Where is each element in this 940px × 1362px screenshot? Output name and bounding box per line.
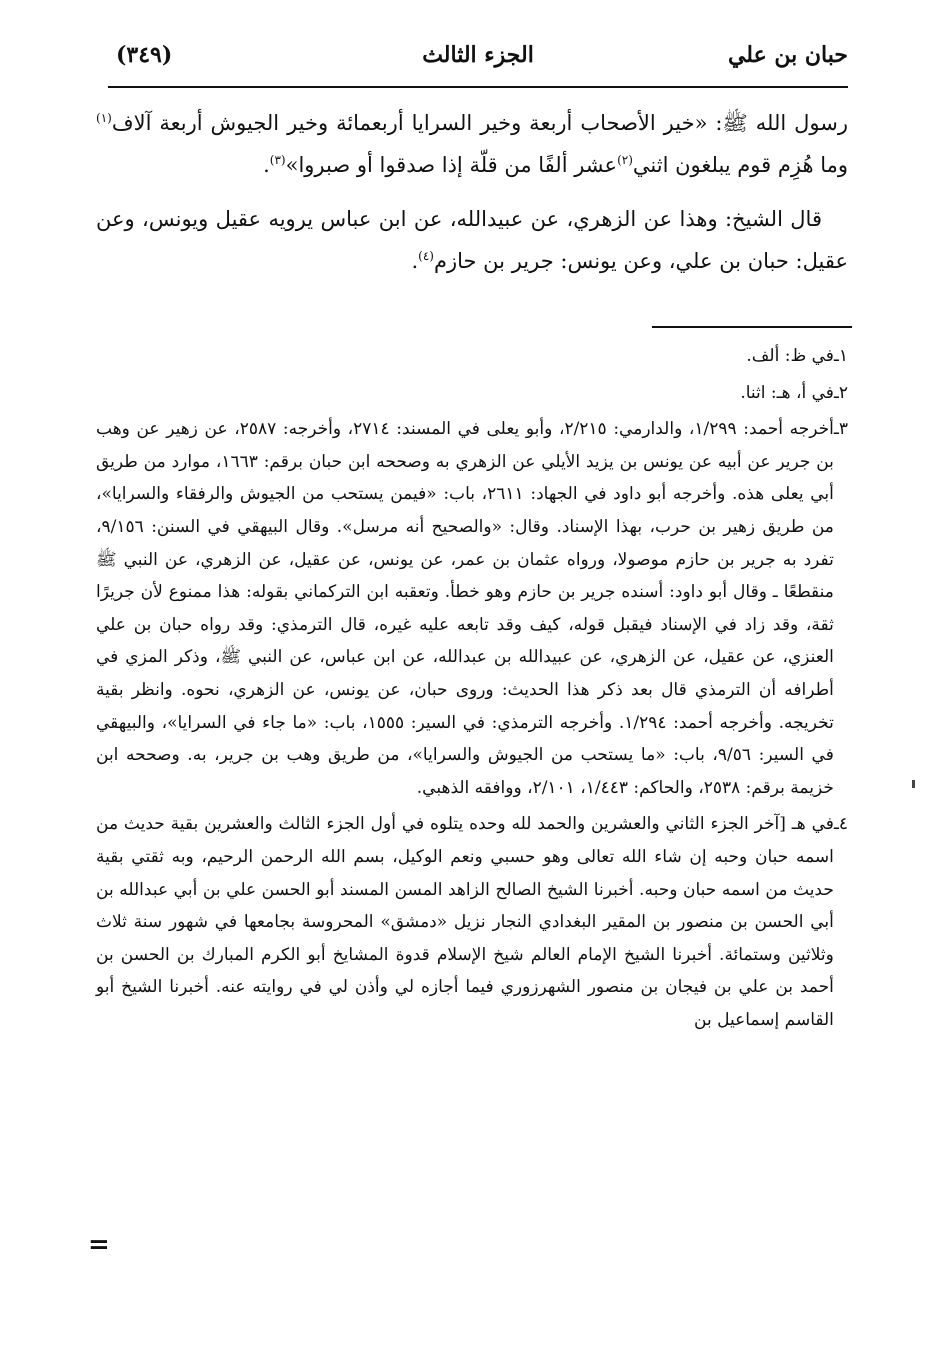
running-title: حبان بن علي xyxy=(727,42,848,68)
footnotes xyxy=(96,340,848,1040)
paragraph-text: وما هُزِم قوم يبلغون اثني xyxy=(632,153,848,177)
footnote-number: ٤ـ xyxy=(833,814,848,835)
footnote-ref: (٤) xyxy=(418,249,434,263)
continuation-mark: = xyxy=(88,1230,110,1260)
footnote-ref: (٣) xyxy=(269,153,286,167)
volume-title: الجزء الثالث xyxy=(422,42,534,68)
footnote-text: أخرجه أحمد: ١/٢٩٩، والدارمي: ٢/٢١٥، وأبو يعلى في المسند: ٢٧١٤، وأخرجه: ٢٥٨٧، عن زهير عن وهب بن جرير عن أبيه عن يونس بن يزيد الأيلي عن الزهري به وصححه ابن حبان برقم: ١٦٦٣، موارد من طريق أبي يعلى هذه. وأخرجه أبو داود في الجهاد: ٢٦١١، باب: «فيمن يستحب من الجيوش والرفقاء والسرايا»، من طريق زهير بن حرب، بهذا الإسناد. وقال: «والصحيح أنه مرسل». وقال البيهقي في السنن: ٩/١٥٦، تفرد به جرير بن حازم موصولا، ورواه عثمان بن عمر، عن يونس، عن عقيل، عن الزهري، عن النبي ﷺ منقطعًا ـ وقال أبو داود: أسنده جرير بن حازم وهو خطأ. وتعقبه ابن التركماني بقوله: هذا ممنوع لأن جريرًا ثقة، وقد زاد في الإسناد فيقبل قوله، كيف وقد تابعه عليه غيره، قال الترمذي: وقد رواه حبان بن علي العنزي، عن عقيل، عن الزهري، عن عبيدالله بن عبدالله، عن ابن عباس، عن النبي ﷺ، وذكر المزي في أطرافه أن الترمذي قال بعد ذكر هذا الحديث: وروى حبان، عن يونس، عن الزهري، نحوه. وانظر بقية تخريجه. وأخرجه أحمد: ١/٢٩٤. وأخرجه الترمذي: في السير: ١٥٥٥، باب: «ما جاء في السرايا»، والبيهقي في السير: ٩/٥٦، باب: «ما يستحب من الجيوش والسرايا»، من طريق وهب بن جرير، به. وصححه ابن خزيمة برقم: ٢٥٣٨، والحاكم: ١/٤٤٣، ٢/١٠١، ووافقه الذهبي. xyxy=(96,419,834,798)
paragraph-text: قال الشيخ: وهذا عن الزهري، عن عبيدالله، عن ابن عباس يرويه عقيل ويونس، وعن عقيل: حبان بن علي، وعن يونس: جرير بن حازم xyxy=(96,207,848,273)
footnote-item xyxy=(96,413,848,804)
footnote-text: في أ، هـ: اثنا. xyxy=(740,382,834,403)
main-text xyxy=(96,102,848,294)
footnote-number: ٢ـ xyxy=(833,382,848,403)
footnote-divider xyxy=(652,326,852,328)
footnote-item xyxy=(96,340,848,373)
footnote-ref: (١) xyxy=(96,111,112,125)
footnote-item xyxy=(96,377,848,410)
page-header xyxy=(108,38,848,78)
page-number: (٣٤٩) xyxy=(116,42,173,68)
footnote-text: في هـ [آخر الجزء الثاني والعشرين والحمد لله وحده يتلوه في أول الجزء الثالث والعشرين بقية حديث من اسمه حبان وحبه إن شاء الله تعالى وهو حسبي ونعم الوكيل، بسم الله الرحمن الرحيم، وبه ثقتي بقية حديث من اسمه حبان وحبه. أخبرنا الشيخ الصالح الزاهد المسن المسند أبو الحسن علي بن أبي عبدالله بن أبي الحسن بن منصور بن المقير البغدادي النجار نزيل «دمشق» المحروسة بجامعها في شهور سنة ثلاث وثلاثين وستمائة. أخبرنا الشيخ الإمام العالم شيخ الإسلام قدوة المشايخ أبو الكرم المبارك بن الحسن بن أحمد بن علي بن فيجان بن منصور الشهرزوري فيما أجازه لي وأذن لي في روايته عنه. أخبرنا الشيخ أبو القاسم إسماعيل بن xyxy=(96,814,834,1030)
paragraph-text: . xyxy=(263,153,270,177)
footnote-text: في ظ: ألف. xyxy=(746,346,834,366)
margin-mark xyxy=(912,780,915,788)
commentary-paragraph xyxy=(96,198,848,282)
paragraph-text: . xyxy=(411,249,419,273)
header-divider xyxy=(108,86,848,88)
paragraph-text: عشر ألفًا من قلّة إذا صدقوا أو صبروا» xyxy=(285,153,618,177)
footnote-item xyxy=(96,808,848,1036)
footnote-ref: (٢) xyxy=(617,153,633,167)
footnote-number: ١ـ xyxy=(833,346,848,366)
paragraph-text: رسول الله ﷺ: «خير الأصحاب أربعة وخير السرايا أربعمائة وخير الجيوش أربعة آلاف xyxy=(111,111,848,135)
footnote-number: ٣ـ xyxy=(833,419,848,440)
hadith-paragraph xyxy=(96,102,848,186)
